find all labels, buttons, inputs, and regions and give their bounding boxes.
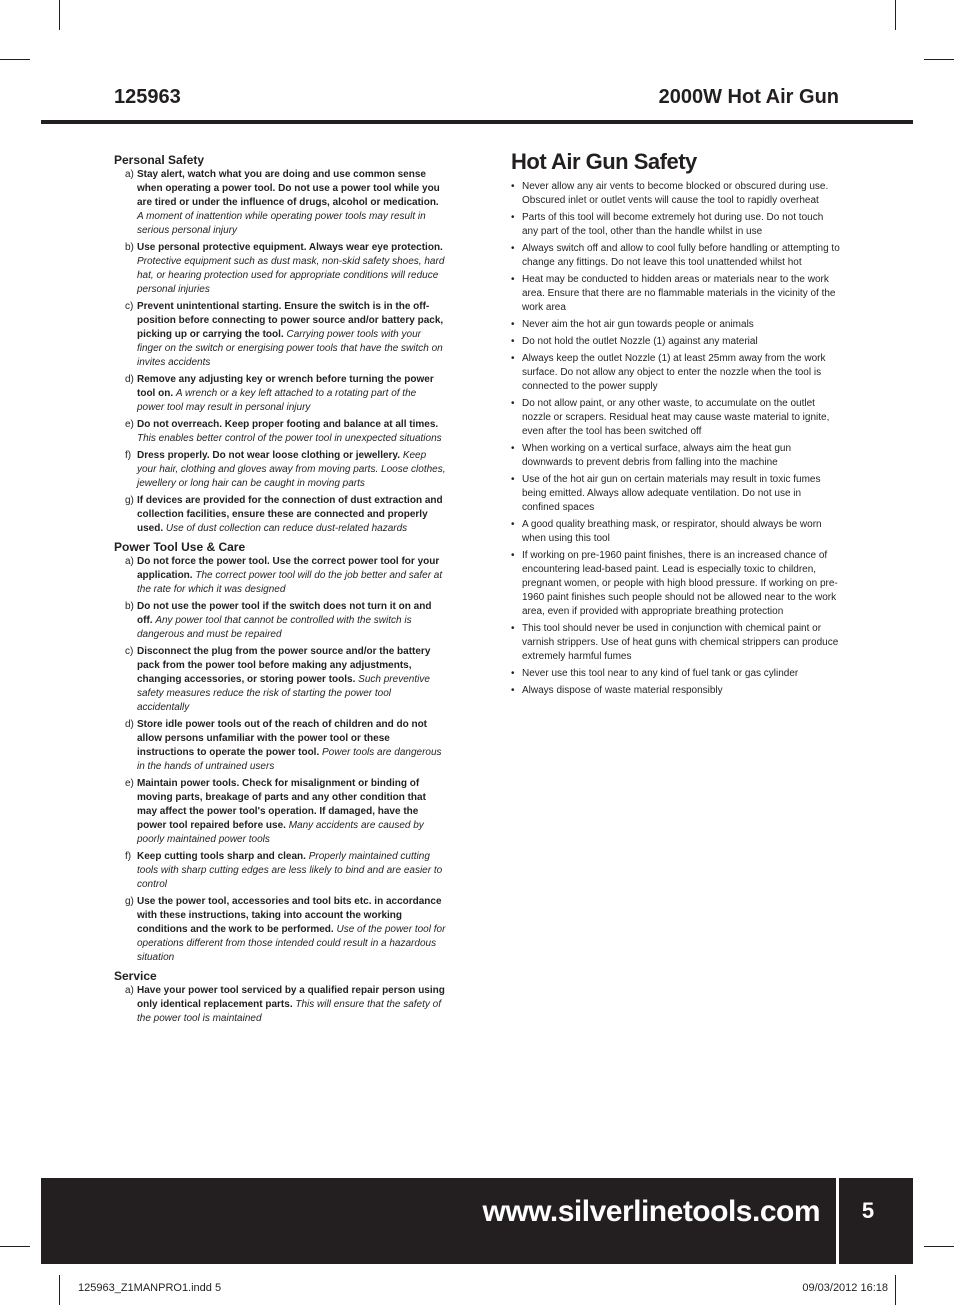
bullet-item: [511, 211, 841, 239]
list-item: [114, 850, 446, 892]
crop-mark: [0, 1246, 30, 1247]
bullet-icon: •: [511, 336, 515, 347]
list-item: [114, 241, 446, 297]
bullet-icon: •: [511, 685, 515, 696]
item-label: f): [125, 450, 132, 461]
hot-air-gun-safety-column: [511, 148, 841, 701]
item-label: c): [125, 646, 134, 657]
bullet-item: [511, 549, 841, 619]
bullet-text: Never aim the hot air gun towards people or animals: [522, 319, 754, 330]
item-instruction: Stay alert, watch what you are doing and use common sense when operating a power tool. Do not use a power tool while you are tired or under the influence of drugs, alcohol or medication.: [137, 169, 440, 208]
item-explanation: Any power tool that cannot be controlled with the switch is dangerous and must be repaired: [137, 615, 412, 640]
bullet-item: [511, 242, 841, 270]
bullet-item: [511, 518, 841, 546]
item-explanation: A moment of inattention while operating power tools may result in serious personal injury: [137, 211, 426, 236]
item-explanation: Carrying power tools with your finger on the switch or energising power tools that have the switch on invites accidents: [137, 329, 443, 368]
product-title: 2000W Hot Air Gun: [658, 86, 839, 108]
bullet-icon: •: [511, 398, 515, 409]
bullet-text: Use of the hot air gun on certain materials may result in toxic fumes being emitted. Always allow adequate ventilation. Do not use in confined spaces: [522, 474, 821, 513]
bullet-item: [511, 397, 841, 439]
list-item: [114, 168, 446, 238]
bullet-text: Heat may be conducted to hidden areas or materials near to the work area. Ensure that there are no flammable materials in the vicinity of the work area: [522, 274, 836, 313]
list-item: [114, 718, 446, 774]
item-instruction: Keep cutting tools sharp and clean.: [137, 851, 306, 862]
item-explanation: The correct power tool will do the job better and safer at the rate for which it was designed: [137, 570, 443, 595]
list-item: [114, 373, 446, 415]
page-number: 5: [861, 1198, 875, 1223]
item-explanation: Many accidents are caused by poorly maintained power tools: [137, 820, 424, 845]
item-instruction: Use the power tool, accessories and tool bits etc. in accordance with these instructions, taking into account the working conditions and the work to be performed.: [137, 896, 442, 935]
bullet-icon: •: [511, 474, 515, 485]
bullet-item: [511, 442, 841, 470]
crop-mark: [895, 1275, 896, 1305]
service-heading: Service: [114, 969, 157, 983]
item-explanation: Such preventive safety measures reduce the risk of starting the power tool accidentally: [137, 674, 430, 713]
list-item: [114, 494, 446, 536]
bullet-text: Always keep the outlet Nozzle (1) at least 25mm away from the work surface. Do not allow any object to enter the nozzle when the tool is connected to the power supply: [522, 353, 826, 392]
list-item: [114, 418, 446, 446]
section-title: Hot Air Gun Safety: [511, 149, 697, 174]
bullet-text: When working on a vertical surface, always aim the heat gun downwards to prevent debris from falling into the machine: [522, 443, 792, 468]
item-explanation: Use of the power tool for operations different from those intended could result in a hazardous situation: [137, 924, 446, 963]
service-list: [114, 984, 446, 1026]
bullet-icon: •: [511, 550, 515, 561]
item-label: e): [125, 778, 134, 789]
bullet-item: [511, 622, 841, 664]
bullet-icon: •: [511, 181, 515, 192]
bullet-icon: •: [511, 668, 515, 679]
bullet-item: [511, 473, 841, 515]
personal-safety-list: [114, 168, 446, 536]
crop-mark: [895, 0, 896, 30]
general-safety-column: [114, 151, 446, 1029]
list-item: [114, 555, 446, 597]
item-instruction: Do not overreach. Keep proper footing and balance at all times.: [137, 419, 439, 430]
item-explanation: Keep your hair, clothing and gloves away from moving parts. Loose clothes, jewellery or long hair can be caught in moving parts: [137, 450, 446, 489]
item-explanation: Power tools are dangerous in the hands of untrained users: [137, 747, 442, 772]
item-instruction: If devices are provided for the connection of dust extraction and collection facilities, ensure these are connected and properly used.: [137, 495, 443, 534]
list-item: [114, 600, 446, 642]
bullet-item: [511, 335, 841, 349]
bullet-item: [511, 667, 841, 681]
item-label: b): [125, 601, 134, 612]
personal-safety-heading: Personal Safety: [114, 153, 205, 167]
item-label: a): [125, 985, 134, 996]
bullet-item: [511, 684, 841, 698]
print-timestamp: 09/03/2012 16:18: [802, 1282, 888, 1294]
item-explanation: Protective equipment such as dust mask, non-skid safety shoes, hard hat, or hearing protection used for appropriate conditions will reduce personal injuries: [137, 256, 445, 295]
item-explanation: This enables better control of the power tool in unexpected situations: [137, 433, 442, 444]
crop-mark: [924, 1246, 954, 1247]
crop-mark: [924, 59, 954, 60]
bullet-item: [511, 273, 841, 315]
list-item: [114, 777, 446, 847]
power-tool-use-list: [114, 555, 446, 965]
bullet-text: Always dispose of waste material responsibly: [522, 685, 723, 696]
item-instruction: Use personal protective equipment. Always wear eye protection.: [137, 242, 443, 253]
item-label: d): [125, 374, 134, 385]
item-instruction: Maintain power tools. Check for misalignment or binding of moving parts, breakage of parts and any other condition that may affect the power tool's operation. If damaged, have the power tool repaired before use.: [137, 778, 426, 831]
file-slug: 125963_Z1MANPRO1.indd 5: [78, 1282, 222, 1294]
website-url: www.silverlinetools.com: [482, 1195, 820, 1228]
item-instruction: Dress properly. Do not wear loose clothing or jewellery.: [137, 450, 401, 461]
bullet-text: If working on pre-1960 paint finishes, there is an increased chance of encountering lead-based paint. Lead is especially toxic to children, pregnant women, or people with high blood pressure. If working on pre-1960 paint finishes such people should not be allowed near to the work area, even if provided with appropriate breathing protection: [522, 550, 838, 617]
item-instruction: Remove any adjusting key or wrench before turning the power tool on.: [137, 374, 434, 399]
list-item: [114, 645, 446, 715]
item-instruction: Store idle power tools out of the reach of children and do not allow persons unfamiliar with the power tool or these instructions to operate the power tool.: [137, 719, 428, 758]
item-label: g): [125, 495, 134, 506]
bullet-icon: •: [511, 243, 515, 254]
item-label: e): [125, 419, 134, 430]
item-instruction: Have your power tool serviced by a qualified repair person using only identical replacement parts.: [137, 985, 445, 1010]
item-label: a): [125, 169, 134, 180]
bullet-icon: •: [511, 519, 515, 530]
bullet-text: Do not hold the outlet Nozzle (1) against any material: [522, 336, 758, 347]
bullet-icon: •: [511, 443, 515, 454]
model-number: 125963: [114, 86, 181, 108]
item-instruction: Prevent unintentional starting. Ensure the switch is in the off-position before connecting to power source and/or battery pack, picking up or carrying the tool.: [137, 301, 444, 340]
item-label: g): [125, 896, 134, 907]
item-label: c): [125, 301, 134, 312]
hot-air-gun-safety-list: [511, 180, 841, 698]
item-explanation: Properly maintained cutting tools with sharp cutting edges are less likely to bind and are easier to control: [137, 851, 443, 890]
crop-mark: [0, 59, 30, 60]
crop-mark: [59, 0, 60, 30]
item-instruction: Do not use the power tool if the switch does not turn it on and off.: [137, 601, 432, 626]
crop-mark: [59, 1275, 60, 1305]
item-instruction: Do not force the power tool. Use the correct power tool for your application.: [137, 556, 440, 581]
bullet-item: [511, 352, 841, 394]
list-item: [114, 300, 446, 370]
bullet-icon: •: [511, 623, 515, 634]
bullet-text: This tool should never be used in conjunction with chemical paint or varnish strippers. Use of heat guns with chemical strippers can produce extremely harmful fumes: [522, 623, 839, 662]
bullet-icon: •: [511, 353, 515, 364]
item-label: f): [125, 851, 132, 862]
bullet-text: Always switch off and allow to cool fully before handling or attempting to change any fittings. Do not leave this tool unattended whilst hot: [522, 243, 840, 268]
bullet-icon: •: [511, 212, 515, 223]
list-item: [114, 449, 446, 491]
bullet-item: [511, 318, 841, 332]
list-item: [114, 895, 446, 965]
bullet-text: Never allow any air vents to become blocked or obscured during use. Obscured inlet or outlet vents will cause the tool to rapidly overheat: [522, 181, 829, 206]
item-instruction: Disconnect the plug from the power source and/or the battery pack from the power tool before making any adjustments, changing accessories, or storing power tools.: [137, 646, 431, 685]
bullet-text: Never use this tool near to any kind of fuel tank or gas cylinder: [522, 668, 799, 679]
bullet-text: Parts of this tool will become extremely hot during use. Do not touch any part of the tool, other than the handle whilst in use: [522, 212, 824, 237]
item-explanation: Use of dust collection can reduce dust-related hazards: [165, 523, 408, 534]
header-rule: [41, 120, 913, 124]
bullet-icon: •: [511, 274, 515, 285]
item-label: a): [125, 556, 134, 567]
bullet-item: [511, 180, 841, 208]
power-tool-use-heading: Power Tool Use & Care: [114, 540, 246, 554]
item-label: d): [125, 719, 134, 730]
bullet-icon: •: [511, 319, 515, 330]
item-label: b): [125, 242, 134, 253]
bullet-text: Do not allow paint, or any other waste, to accumulate on the outlet nozzle or scrapers. Residual heat may cause waste material to ignite, even after the tool has been switched off: [522, 398, 830, 437]
list-item: [114, 984, 446, 1026]
item-explanation: This will ensure that the safety of the power tool is maintained: [137, 999, 442, 1024]
bullet-text: A good quality breathing mask, or respirator, should always be worn when using this tool: [522, 519, 822, 544]
item-explanation: A wrench or a key left attached to a rotating part of the power tool may result in personal injury: [137, 388, 417, 413]
